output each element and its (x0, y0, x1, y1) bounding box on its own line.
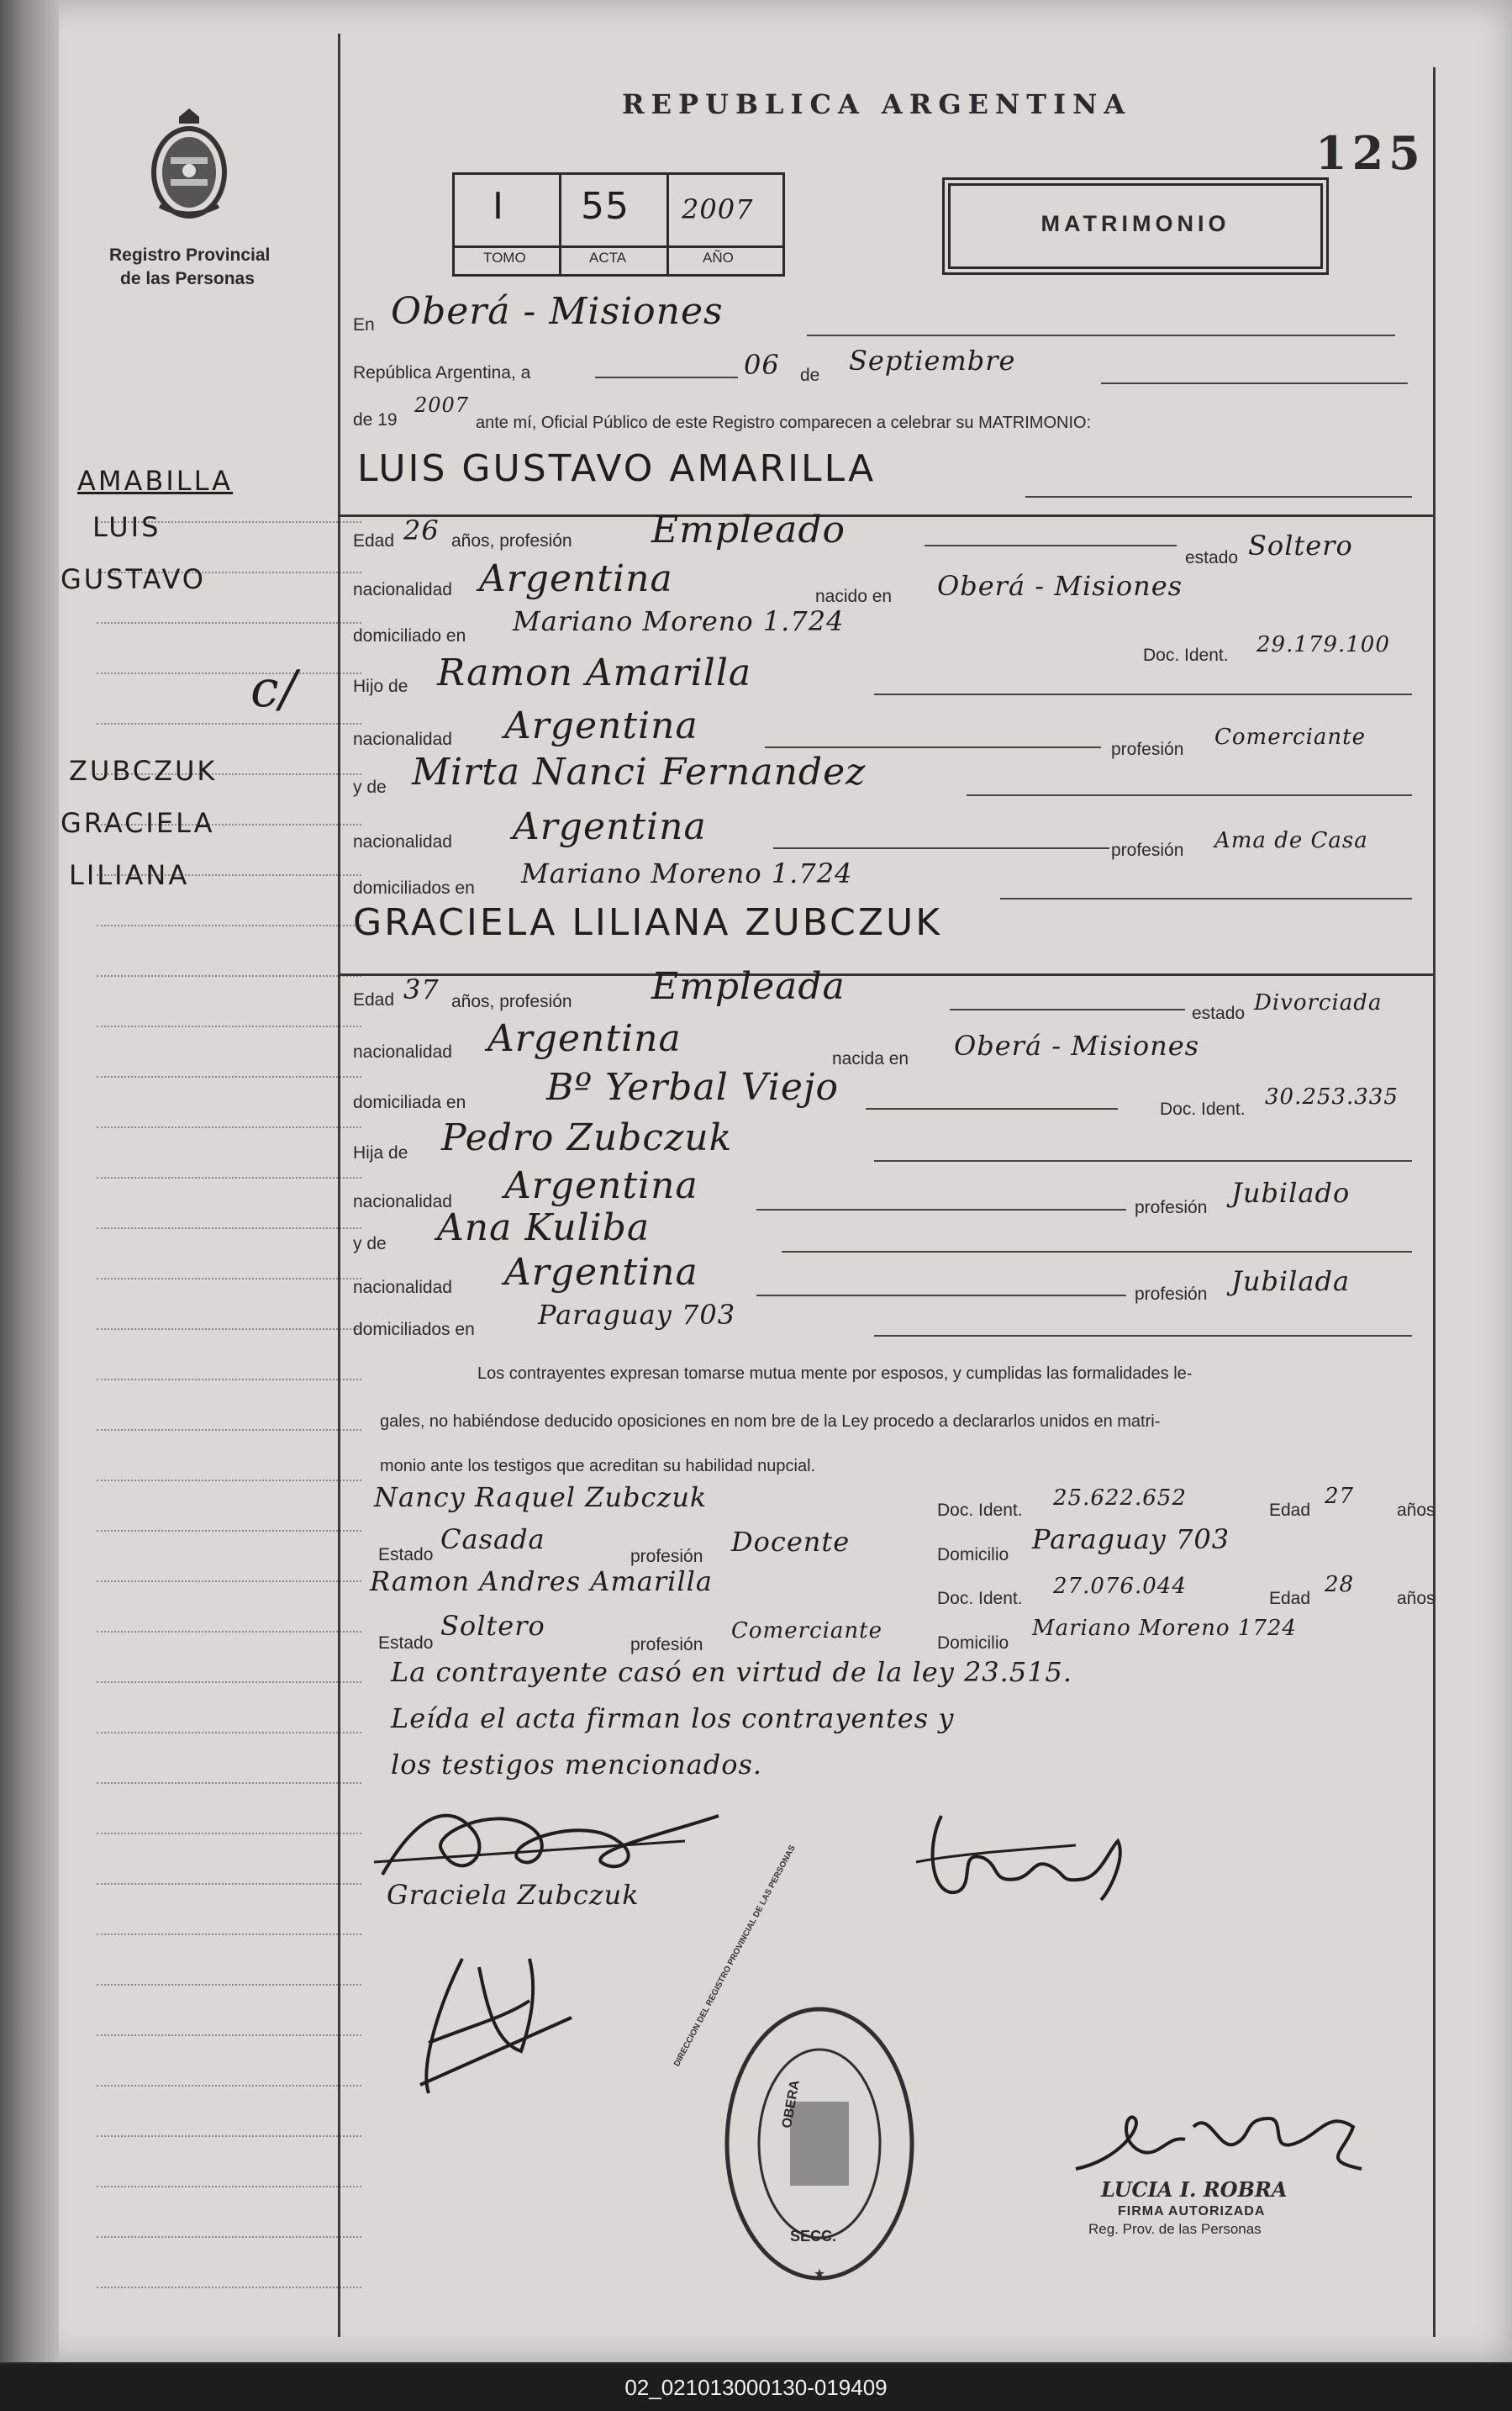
officer-title: FIRMA AUTORIZADA (1118, 2204, 1266, 2218)
sidebar-groom-given1: LUIS (92, 511, 161, 543)
witness1-anos-label: años (1397, 1501, 1436, 1520)
rule (782, 1251, 1412, 1253)
witness2-name: Ramon Andres Amarilla (370, 1565, 713, 1597)
place-value: Oberá - Misiones (391, 290, 724, 333)
en-label: En (353, 315, 375, 335)
tomo-value: I (493, 185, 504, 228)
groom-mother-prof-label: profesión (1111, 841, 1184, 860)
acta-value: 55 (581, 185, 630, 228)
bride-estado: Divorciada (1254, 990, 1383, 1016)
bride-nationality: Argentina (487, 1017, 682, 1060)
groom-father: Ramon Amarilla (437, 652, 752, 694)
groom-nac-label: nacionalidad (353, 580, 452, 599)
officer-org: Reg. Prov. de las Personas (1088, 2221, 1262, 2237)
groom-nacido-label: nacido en (815, 587, 893, 606)
witness2-estado-label: Estado (378, 1633, 434, 1653)
tomo-label: TOMO (483, 250, 526, 266)
witness2-address: Mariano Moreno 1724 (1032, 1616, 1297, 1641)
groom-parents-address: Mariano Moreno 1.724 (521, 857, 853, 889)
rule (807, 335, 1395, 336)
witness2-anos-label: años (1397, 1589, 1436, 1608)
declaration-line1: Los contrayentes expresan tomarse mutua mente por esposos, y cumplidas las formalidades le- (477, 1364, 1193, 1383)
month-value: Septiembre (849, 345, 1016, 377)
bride-yde-label: y de (353, 1234, 387, 1253)
witness2-estado: Soltero (440, 1610, 545, 1642)
bride-father-nationality: Argentina (504, 1164, 698, 1207)
ante-text: ante mí, Oficial Público de este Registro comparecen a celebrar su MATRIMONIO: (476, 414, 1092, 432)
bride-address: Bº Yerbal Viejo (546, 1066, 840, 1109)
bride-mother-prof-label: profesión (1135, 1285, 1208, 1304)
page-number: 125 (1315, 126, 1425, 180)
registry-name-line2: de las Personas (120, 269, 255, 288)
bride-estado-label: estado (1192, 1004, 1246, 1023)
republica-label: República Argentina, a (353, 363, 531, 382)
bride-doc: 30.253.335 (1265, 1084, 1399, 1110)
officer-signature (1067, 2093, 1370, 2186)
acta-label: ACTA (589, 250, 627, 266)
record-type-box (948, 183, 1323, 269)
document-page (34, 0, 1512, 2362)
bride-mother-nationality: Argentina (504, 1251, 698, 1294)
groom-address: Mariano Moreno 1.724 (513, 605, 845, 637)
groom-domic-label: domiciliado en (353, 626, 466, 646)
bride-profession: Empleada (651, 965, 846, 1008)
witness1-doc: 25.622.652 (1053, 1485, 1187, 1511)
bride-domic-label: domiciliada en (353, 1093, 466, 1112)
ano-value: 2007 (682, 193, 754, 225)
bride-nac-label: nacionalidad (353, 1042, 452, 1062)
rule (595, 377, 738, 378)
bride-father-nac-label: nacionalidad (353, 1192, 452, 1211)
note-line3: los testigos mencionados. (391, 1749, 763, 1781)
witness2-doc: 27.076.044 (1053, 1574, 1187, 1599)
declaration-line2: gales, no habiéndose deducido oposiciones en nom bre de la Ley procedo a declararlos unidos en matri- (380, 1412, 1161, 1431)
sidebar-groom-surname: AMABILLA (77, 465, 234, 497)
record-type: MATRIMONIO (1040, 211, 1230, 236)
sidebar-connector: c/ (250, 660, 298, 719)
note-line2: Leída el acta firman los contrayentes y (391, 1702, 955, 1734)
groom-father-nationality: Argentina (504, 704, 698, 747)
year-value: 2007 (414, 393, 470, 417)
groom-edad-label: Edad (353, 531, 395, 551)
note-line1: La contrayente casó en virtud de la ley 23.515. (391, 1656, 1073, 1688)
witness2-age: 28 (1325, 1572, 1355, 1597)
groom-parents-domic-label: domiciliados en (353, 878, 475, 898)
sidebar-bride-surname: ZUBCZUK (69, 755, 218, 787)
witness-signature-left (403, 1942, 588, 2110)
witness1-address: Paraguay 703 (1032, 1523, 1230, 1555)
groom-mother: Mirta Nanci Fernandez (412, 751, 867, 794)
rule (866, 1108, 1118, 1110)
de19-label: de 19 (353, 410, 398, 430)
sidebar-groom-given2: GUSTAVO (61, 563, 206, 595)
bride-father: Pedro Zubczuk (441, 1116, 733, 1159)
witness1-edad-label: Edad (1269, 1501, 1311, 1520)
bride-nacida-label: nacida en (832, 1049, 909, 1068)
bride-mother: Ana Kuliba (437, 1206, 651, 1249)
groom-hijo-label: Hijo de (353, 677, 408, 696)
bride-full-name: GRACIELA LILIANA ZUBCZUK (353, 901, 943, 944)
witness1-doc-label: Doc. Ident. (937, 1501, 1023, 1520)
bride-age: 37 (403, 973, 440, 1005)
tomo-acta-ano-box (452, 172, 785, 277)
witness1-profession: Docente (731, 1526, 851, 1558)
witness2-profession: Comerciante (731, 1618, 882, 1643)
groom-yde-label: y de (353, 778, 387, 797)
day-value: 06 (744, 349, 780, 381)
witness1-estado-label: Estado (378, 1545, 434, 1564)
witness2-prof-label: profesión (630, 1635, 703, 1654)
registry-name-line1: Registro Provincial (109, 245, 271, 265)
groom-profession: Empleado (651, 509, 846, 551)
rule (874, 1335, 1412, 1337)
file-id-bar (0, 2364, 1512, 2411)
groom-estado-label: estado (1185, 548, 1239, 567)
bride-parents-domic-label: domiciliados en (353, 1320, 475, 1339)
bride-mother-nac-label: nacionalidad (353, 1278, 452, 1297)
groom-age: 26 (403, 514, 440, 546)
rule (773, 847, 1109, 849)
groom-mother-nationality: Argentina (513, 805, 707, 848)
officer-name: LUCIA I. ROBRA (1101, 2177, 1288, 2202)
rule (967, 794, 1412, 796)
bride-parents-address: Paraguay 703 (538, 1299, 736, 1331)
witness-signature-right (908, 1799, 1151, 1917)
bride-edad-label: Edad (353, 990, 395, 1010)
bride-doc-label: Doc. Ident. (1160, 1100, 1246, 1119)
witness2-edad-label: Edad (1269, 1589, 1311, 1608)
groom-father-prof-label: profesión (1111, 740, 1184, 759)
seal-city: OBERA (780, 2079, 803, 2129)
bride-mother-profession: Jubilada (1231, 1265, 1351, 1297)
rule (925, 545, 1177, 546)
groom-doc: 29.179.100 (1256, 632, 1390, 657)
rule (874, 694, 1412, 695)
witness2-domic-label: Domicilio (937, 1633, 1009, 1653)
groom-father-profession: Comerciante (1214, 725, 1366, 750)
rule (338, 973, 1433, 976)
groom-mother-nac-label: nacionalidad (353, 832, 452, 852)
bride-signature: Graciela Zubczuk (387, 1879, 640, 1911)
witness1-domic-label: Domicilio (937, 1545, 1009, 1564)
groom-nationality: Argentina (479, 557, 673, 600)
witness1-name: Nancy Raquel Zubczuk (374, 1481, 708, 1513)
rule (756, 1209, 1126, 1211)
witness1-prof-label: profesión (630, 1547, 703, 1566)
groom-full-name: LUIS GUSTAVO AMARILLA (357, 447, 877, 490)
rule (1000, 898, 1412, 900)
groom-anos-prof-label: años, profesión (451, 531, 572, 551)
witness2-doc-label: Doc. Ident. (937, 1589, 1023, 1608)
file-id: 02_021013000130-019409 (624, 2375, 888, 2400)
sidebar-bride-given1: GRACIELA (61, 807, 215, 839)
bride-birthplace: Oberá - Misiones (954, 1030, 1200, 1062)
bride-father-prof-label: profesión (1135, 1198, 1208, 1217)
sidebar-bride-given2: LILIANA (69, 859, 190, 891)
de-label: de (800, 366, 820, 385)
country-title: REPUBLICA ARGENTINA (622, 88, 1132, 120)
witness1-age: 27 (1325, 1484, 1355, 1509)
groom-doc-label: Doc. Ident. (1143, 646, 1229, 665)
book-spine (0, 0, 59, 2362)
declaration-line3: monio ante los testigos que acreditan su habilidad nupcial. (380, 1457, 816, 1475)
seal-sec: SECC. (790, 2228, 837, 2245)
rule (756, 1295, 1126, 1296)
groom-father-nac-label: nacionalidad (353, 730, 452, 749)
rule (765, 747, 1101, 748)
svg-text:★: ★ (813, 2266, 826, 2282)
margin-rule-right (1433, 67, 1436, 2337)
rule (1025, 496, 1412, 498)
rule (1101, 382, 1408, 384)
provincial-crest-icon (147, 105, 231, 223)
bride-anos-prof-label: años, profesión (451, 992, 572, 1011)
bride-father-profession: Jubilado (1231, 1177, 1351, 1209)
rule (338, 514, 1433, 517)
groom-estado: Soltero (1248, 530, 1353, 562)
margin-rule-left (338, 34, 340, 2337)
ano-label: AÑO (703, 250, 734, 266)
seal-text: DIRECCION DEL REGISTRO PROVINCIAL DE LAS PERSONAS (672, 1844, 798, 2069)
bride-hija-label: Hija de (353, 1143, 408, 1163)
rule (950, 1009, 1185, 1010)
rule (874, 1160, 1412, 1162)
witness1-estado: Casada (440, 1523, 545, 1555)
groom-birthplace: Oberá - Misiones (937, 570, 1183, 602)
groom-mother-profession: Ama de Casa (1214, 828, 1368, 853)
